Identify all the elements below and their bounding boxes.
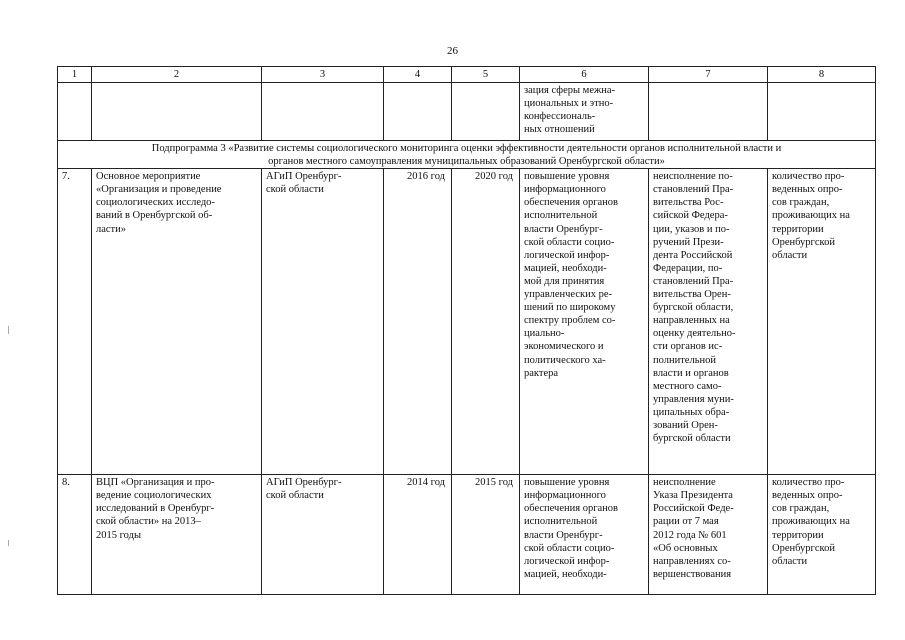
table-row: [58, 475, 876, 595]
executor: АГиП Оренбург- ской области: [262, 169, 384, 475]
measure-name: ВЦП «Организация и про- ведение социологических исследований в Оренбург- ской области» на 2013– 2015 годы: [92, 475, 262, 595]
end-year: 2020 год: [452, 169, 520, 475]
table-row: [58, 169, 876, 475]
column-number: 7: [649, 67, 768, 83]
indicator: количество про- веденных опро- сов граждан, проживающих на территории Оренбургской области: [768, 169, 876, 475]
column-number: 3: [262, 67, 384, 83]
column-number: 4: [384, 67, 452, 83]
measure-name: Основное мероприятие «Организация и проведение социологических исследо- ваний в Оренбургской об- ласти»: [92, 169, 262, 475]
scan-mark: [8, 326, 9, 334]
column-number-row: [58, 67, 876, 83]
executor: АГиП Оренбург- ской области: [262, 475, 384, 595]
start-year: 2016 год: [384, 169, 452, 475]
column-number: 1: [58, 67, 92, 83]
column-number: 8: [768, 67, 876, 83]
page-number: 26: [447, 45, 458, 57]
column-number: 6: [520, 67, 649, 83]
program-table: [57, 66, 876, 595]
column-number: 2: [92, 67, 262, 83]
start-year: 2014 год: [384, 475, 452, 595]
subprogram-heading: Подпрограмма 3 «Развитие системы социологического мониторинга оценки эффективности деятельности органов исполнительной власти и органов местного самоуправления муниципальных образований Оренбургской области»: [58, 141, 876, 169]
end-year: 2015 год: [452, 475, 520, 595]
continuation-row: [58, 83, 876, 141]
consequences: неисполнение Указа Президента Российской Феде- рации от 7 мая 2012 года № 601 «Об основных направлениях со- вершенствования: [649, 475, 768, 595]
column-number: 5: [452, 67, 520, 83]
expected-result: повышение уровня информационного обеспечения органов исполнительной власти Оренбург- ской области социо- логической инфор- мацией, необходи-: [520, 475, 649, 595]
consequences: неисполнение по- становлений Пра- вительства Рос- сийской Федера- ции, указов и по- ручений Прези- дента Российской Федерации, по- становлений Пра- вительства Орен- бургской области, направленных на оценку деятельно- сти органов ис- полнительной власти и органов местного само- управления муни- ципальных обра- зований Орен- бургской области: [649, 169, 768, 475]
indicator: количество про- веденных опро- сов граждан, проживающих на территории Оренбургской области: [768, 475, 876, 595]
expected-result: повышение уровня информационного обеспечения органов исполнительной власти Оренбург- ской области социо- логической инфор- мацией, необходи- мой для принятия управленческих ре- шений по широкому спектру проблем со- циально- экономического и политического ха- рактера: [520, 169, 649, 475]
continuation-cell: зация сферы межна- циональных и этно- конфессиональ- ных отношений: [520, 83, 649, 141]
row-number: 8.: [58, 475, 92, 595]
row-number: 7.: [58, 169, 92, 475]
subprogram-row: [58, 141, 876, 169]
scan-mark: [8, 540, 9, 546]
